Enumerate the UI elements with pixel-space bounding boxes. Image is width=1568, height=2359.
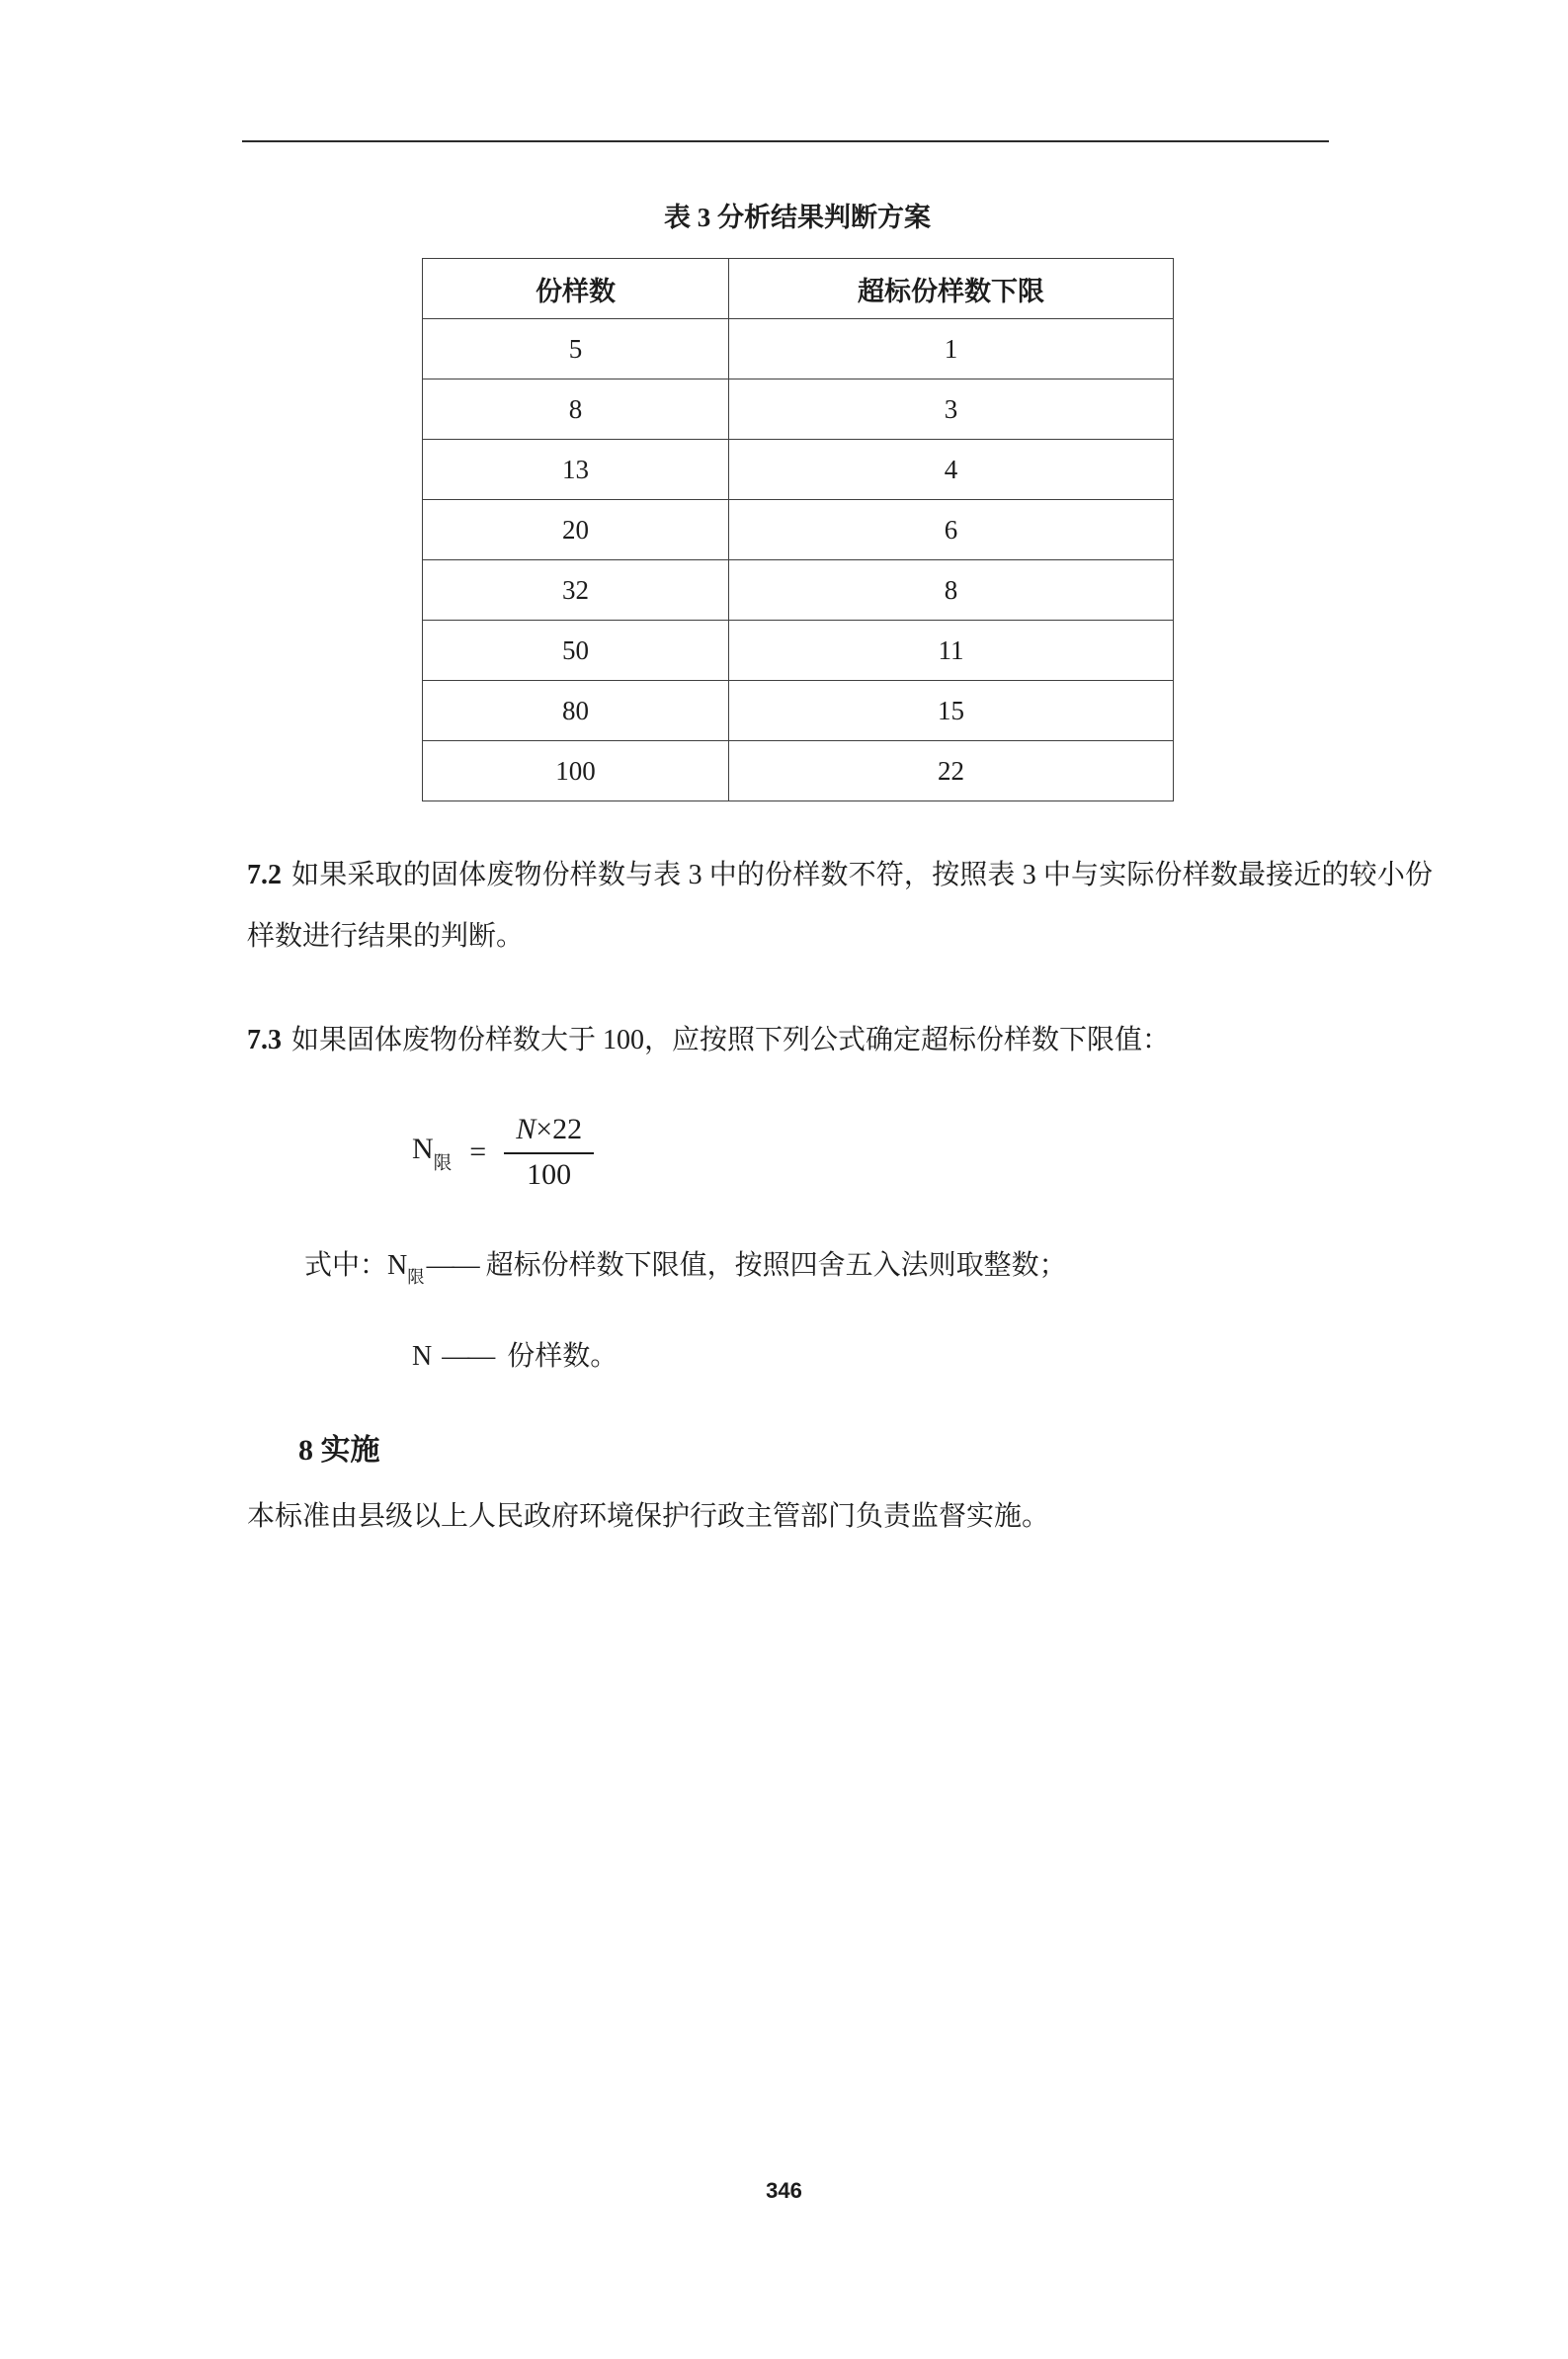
- table-cell-limit: 4: [729, 440, 1174, 500]
- table-cell-limit: 11: [729, 621, 1174, 681]
- table-cell-sample-count: 13: [423, 440, 729, 500]
- formula-fraction: [504, 1113, 594, 1192]
- numerator-rest: ×22: [536, 1112, 583, 1145]
- term-1-dash: ——: [426, 1249, 478, 1281]
- table-row: [423, 379, 1174, 440]
- clause-7-3: [247, 1010, 1433, 1071]
- table-cell-limit: 1: [729, 319, 1174, 379]
- document-page: [0, 140, 1568, 2359]
- page-number: 346: [766, 2178, 802, 2203]
- table-row: [423, 560, 1174, 621]
- clause-7-3-text: 如果固体废物份样数大于 100，应按照下列公式确定超标份样数下限值：: [291, 1025, 1171, 1056]
- equals-sign: =: [469, 1135, 487, 1168]
- where-intro: 式中：: [304, 1249, 388, 1281]
- table-row: [423, 741, 1174, 801]
- table-cell-sample-count: 5: [423, 319, 729, 379]
- table-header-row: [423, 259, 1174, 319]
- table-row: [423, 319, 1174, 379]
- numerator-variable: N: [516, 1112, 536, 1145]
- formula-lhs: [412, 1133, 453, 1175]
- term-2-dash: ——: [442, 1341, 494, 1373]
- term-2-description: 份样数。: [507, 1341, 619, 1373]
- formula-variable: N: [412, 1133, 434, 1166]
- formula-variable-subscript: 限: [433, 1153, 453, 1175]
- term-1-description: 超标份样数下限值，按照四舍五入法则取整数；: [485, 1249, 1067, 1281]
- table-row: [423, 681, 1174, 741]
- section-8-body: 本标准由县级以上人民政府环境保护行政主管部门负责监督实施。: [247, 1501, 1050, 1533]
- term-1-variable: N: [387, 1249, 408, 1281]
- header-rule: [242, 140, 1329, 142]
- fraction-denominator: 100: [527, 1157, 572, 1191]
- table-cell-sample-count: 100: [423, 741, 729, 801]
- formula-term-1: [304, 1243, 1568, 1286]
- table-row: [423, 500, 1174, 560]
- table-cell-limit: 15: [729, 681, 1174, 741]
- table-row: [423, 621, 1174, 681]
- results-table: [422, 258, 1174, 801]
- clause-7-2-number: 7.2: [247, 860, 282, 890]
- table-row: [423, 440, 1174, 500]
- clause-7-3-number: 7.3: [247, 1025, 282, 1056]
- table-caption: 表 3 分析结果判断方案: [664, 203, 931, 232]
- clause-7-2: [247, 845, 1433, 967]
- section-8-heading: 8 实施: [298, 1434, 380, 1468]
- table-cell-sample-count: 20: [423, 500, 729, 560]
- clause-7-2-text: 如果采取的固体废物份样数与表 3 中的份样数不符，按照表 3 中与实际份样数最接近的较小份样数进行结果的判断。: [247, 860, 1433, 952]
- table-cell-limit: 8: [729, 560, 1174, 621]
- table-cell-limit: 22: [729, 741, 1174, 801]
- table-cell-sample-count: 80: [423, 681, 729, 741]
- term-1-subscript: 限: [407, 1268, 425, 1288]
- table-header-sample-count: 份样数: [423, 259, 729, 319]
- table-cell-sample-count: 50: [423, 621, 729, 681]
- fraction-numerator: [504, 1113, 594, 1154]
- formula-term-2: [412, 1334, 1568, 1374]
- table-cell-limit: 6: [729, 500, 1174, 560]
- term-2-variable: N: [412, 1341, 433, 1373]
- table-header-limit: 超标份样数下限: [729, 259, 1174, 319]
- formula-n-limit: [412, 1113, 1568, 1192]
- table-cell-sample-count: 32: [423, 560, 729, 621]
- table-cell-limit: 3: [729, 379, 1174, 440]
- table-cell-sample-count: 8: [423, 379, 729, 440]
